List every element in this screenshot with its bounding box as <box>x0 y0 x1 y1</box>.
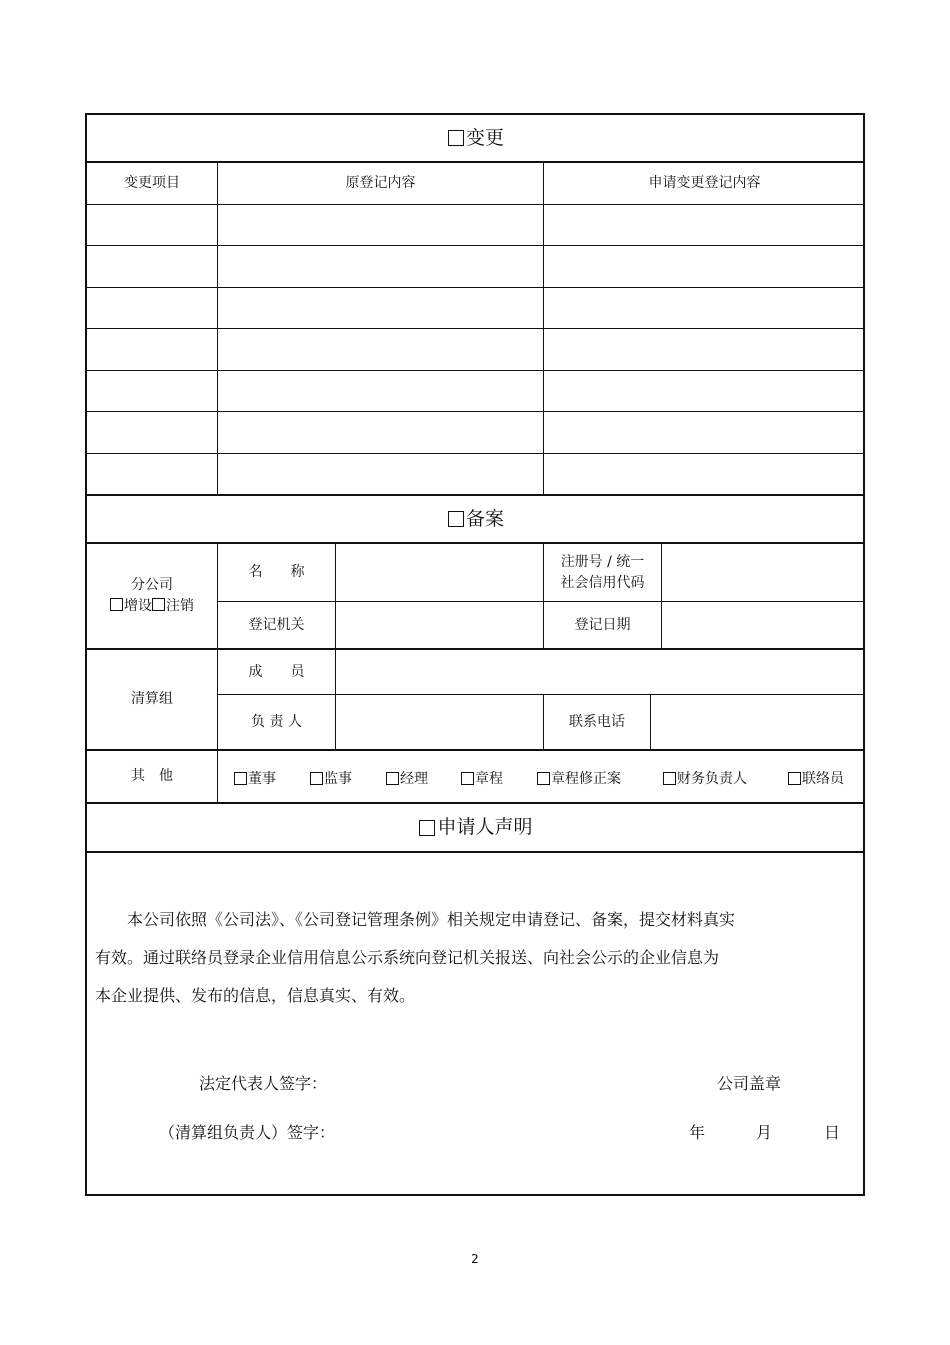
change-header-original: 原登记内容 <box>345 174 416 191</box>
branch-reg-no-label: 注册号 / 统一 社会信用代码 <box>560 553 645 591</box>
declaration-text <box>95 901 855 1015</box>
director-checkbox[interactable] <box>234 772 247 785</box>
option-director[interactable]: 董事 <box>234 766 276 790</box>
liquidation-leader-label: 负 责 人 <box>251 713 302 730</box>
articles-amendment-checkbox[interactable] <box>537 772 550 785</box>
option-articles[interactable]: 章程 <box>461 766 503 790</box>
branch-add-checkbox[interactable] <box>110 598 123 611</box>
company-seal-label: 公司盖章 <box>717 1074 782 1093</box>
declaration-line: 本公司依照《公司法》、《公司登记管理条例》相关规定申请登记、备案，提交材料真实 <box>127 910 736 929</box>
declaration-line: 本企业提供、发布的信息，信息真实、有效。 <box>95 986 416 1005</box>
change-row[interactable] <box>87 412 865 453</box>
change-row[interactable] <box>87 454 865 494</box>
branch-date-label: 登记日期 <box>574 616 631 633</box>
liquidation-label: 清算组 <box>131 691 173 707</box>
liquidation-phone-label: 联系电话 <box>569 713 625 730</box>
option-articles-amendment[interactable]: 章程修正案 <box>537 766 621 790</box>
change-row[interactable] <box>87 246 865 287</box>
application-form <box>85 113 865 1196</box>
section-title-change: 变更 <box>87 115 865 161</box>
declaration-checkbox[interactable] <box>419 820 435 836</box>
branch-reg-no-field[interactable] <box>662 544 865 601</box>
liquidation-leader-field[interactable] <box>336 695 543 749</box>
date-day-label: 日 <box>824 1123 841 1142</box>
liquidation-members-field[interactable] <box>336 650 865 694</box>
manager-checkbox[interactable] <box>386 772 399 785</box>
supervisor-checkbox[interactable] <box>310 772 323 785</box>
change-row[interactable] <box>87 371 865 411</box>
change-header-requested: 申请变更登记内容 <box>648 174 761 191</box>
option-liaison[interactable]: 联络员 <box>788 766 844 790</box>
branch-label: 分公司 增设 注销 <box>87 544 217 648</box>
branch-name-field[interactable] <box>336 544 543 601</box>
branch-authority-label: 登记机关 <box>248 616 305 633</box>
option-manager[interactable]: 经理 <box>386 766 428 790</box>
liquidation-members-label: 成 员 <box>248 663 305 680</box>
section-title-filing: 备案 <box>87 496 865 542</box>
finance-officer-checkbox[interactable] <box>663 772 676 785</box>
articles-checkbox[interactable] <box>461 772 474 785</box>
branch-authority-field[interactable] <box>336 602 543 648</box>
option-supervisor[interactable]: 监事 <box>310 766 352 790</box>
change-row[interactable] <box>87 288 865 328</box>
filing-checkbox[interactable] <box>448 511 464 527</box>
change-header-item: 变更项目 <box>124 174 180 191</box>
change-checkbox[interactable] <box>448 130 464 146</box>
liquidation-signature-label: （清算组负责人）签字： <box>159 1123 336 1142</box>
branch-name-label: 名 称 <box>248 564 305 580</box>
section-title-declaration: 申请人声明 <box>87 804 865 851</box>
date-month-label: 月 <box>756 1123 773 1142</box>
date-year-label: 年 <box>689 1123 706 1142</box>
liaison-checkbox[interactable] <box>788 772 801 785</box>
other-label: 其 他 <box>131 768 173 784</box>
branch-date-field[interactable] <box>662 602 865 648</box>
change-row[interactable] <box>87 329 865 370</box>
branch-cancel-checkbox[interactable] <box>152 598 165 611</box>
option-finance-officer[interactable]: 财务负责人 <box>663 766 747 790</box>
change-row[interactable] <box>87 205 865 245</box>
legal-rep-signature-label: 法定代表人签字： <box>199 1074 328 1093</box>
declaration-line: 有效。通过联络员登录企业信用信息公示系统向登记机关报送、向社会公示的企业信息为 <box>95 948 720 967</box>
page-number: 2 <box>471 1252 479 1266</box>
liquidation-phone-field[interactable] <box>651 695 865 749</box>
